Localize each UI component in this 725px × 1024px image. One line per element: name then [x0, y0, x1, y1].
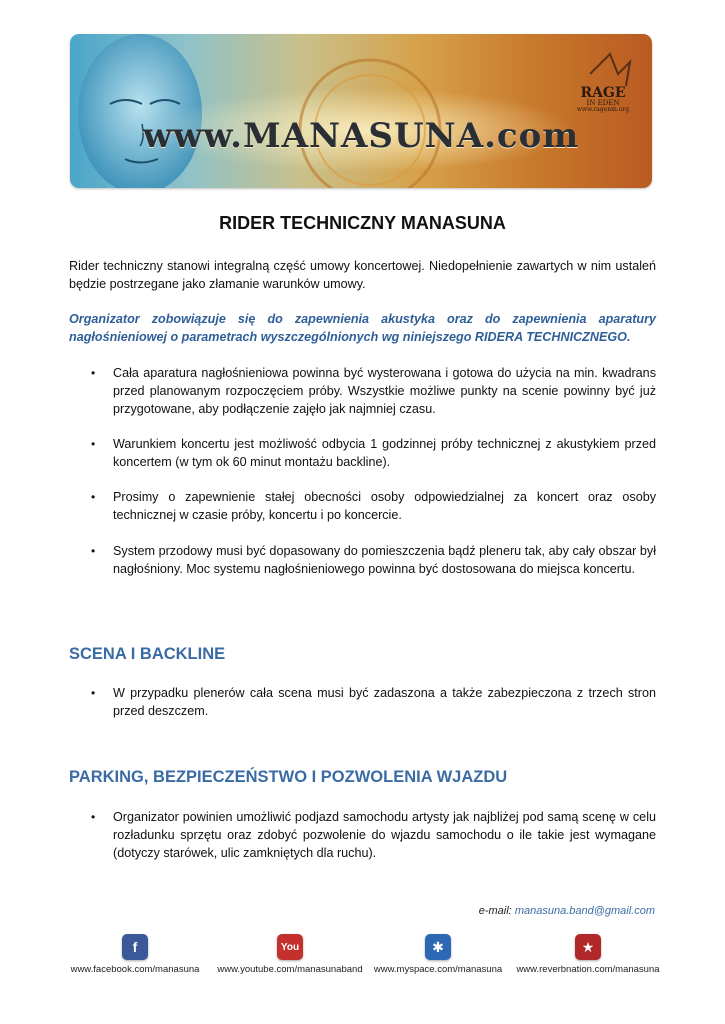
list-item: • W przypadku plenerów cała scena musi być zadaszona a także zabezpieczona z trzech stron przed deszczem.	[113, 684, 656, 720]
footer-reverbnation[interactable]	[508, 934, 668, 975]
logo-line-2: IN EDEN	[586, 99, 620, 107]
section-heading-parking: PARKING, BEZPIECZEŃSTWO I POZWOLENIA WJAZDU	[69, 768, 508, 786]
list-item: • Cała aparatura nagłośnieniowa powinna być wysterowana i gotowa do użycia na min. kwadrans przed planowanym rozpoczęciem próby. Wszystkie możliwe punkty na scenie powinny być już przygotowane, aby podłączenie zajęło jak najmniej czasu.	[113, 364, 656, 418]
youtube-url[interactable]: www.youtube.com/manasunaband	[217, 964, 363, 975]
email-label: e-mail:	[478, 905, 512, 917]
contact-email	[479, 905, 655, 917]
organizer-note: Organizator zobowiązuje się do zapewnienia akustyka oraz do zapewnienia aparatury nagłośnieniowej o parametrach wyszczególnionych wg niniejszego RIDERA TECHNICZNEGO.	[69, 312, 656, 344]
email-link[interactable]: manasuna.band@gmail.com	[514, 905, 655, 917]
facebook-url[interactable]: www.facebook.com/manasuna	[70, 964, 200, 975]
reverbnation-url[interactable]: www.reverbnation.com/manasuna	[516, 964, 660, 975]
header-banner	[70, 34, 652, 188]
myspace-url[interactable]: www.myspace.com/manasuna	[373, 964, 503, 975]
facebook-icon[interactable]: f	[122, 934, 148, 960]
reverbnation-icon[interactable]: ★	[575, 934, 601, 960]
list-item: • Organizator powinien umożliwić podjazd samochodu artysty jak najbliżej pod samą scenę w celu rozładunku sprzętu oraz zdobyć pozwolenie do wjazdu samochodu o ile takie jest wymagane (dotyczy starówek, ulic zamkniętych dla ruchu).	[113, 808, 656, 862]
intro-paragraph: Rider techniczny stanowi integralną część umowy koncertowej. Niedopełnienie zawartych w nim ustaleń będzie postrzegane jako złamanie warunków umowy.	[69, 259, 656, 291]
footer-myspace[interactable]	[358, 934, 518, 975]
list-item: • Warunkiem koncertu jest możliwość odbycia 1 godzinnej próby technicznej z akustykiem przed koncertem (w tym ok 60 minut montażu backline).	[113, 435, 656, 471]
list-item: • System przodowy musi być dopasowany do pomieszczenia bądź pleneru tak, aby cały obszar był nagłośniony. Moc systemu nagłośnieniowego powinna być dostosowana do miejsca koncertu.	[113, 542, 656, 578]
myspace-icon[interactable]: ✱	[425, 934, 451, 960]
list-item: • Prosimy o zapewnienie stałej obecności osoby odpowiedzialnej za koncert oraz osoby technicznej w czasie próby, koncertu i po koncercie.	[113, 488, 656, 524]
rage-in-eden-logo	[562, 86, 644, 113]
banner-site-name: www.MANASUNA.com	[142, 116, 580, 156]
logo-line-3: www.ragenin.org	[576, 106, 630, 113]
section-heading-scena: SCENA I BACKLINE	[69, 645, 226, 663]
youtube-icon[interactable]: You	[277, 934, 303, 960]
footer-youtube[interactable]	[210, 934, 370, 975]
logo-line-1: RAGE	[580, 85, 626, 101]
document-title: RIDER TECHNICZNY MANASUNA	[219, 213, 506, 233]
footer-facebook[interactable]	[55, 934, 215, 975]
